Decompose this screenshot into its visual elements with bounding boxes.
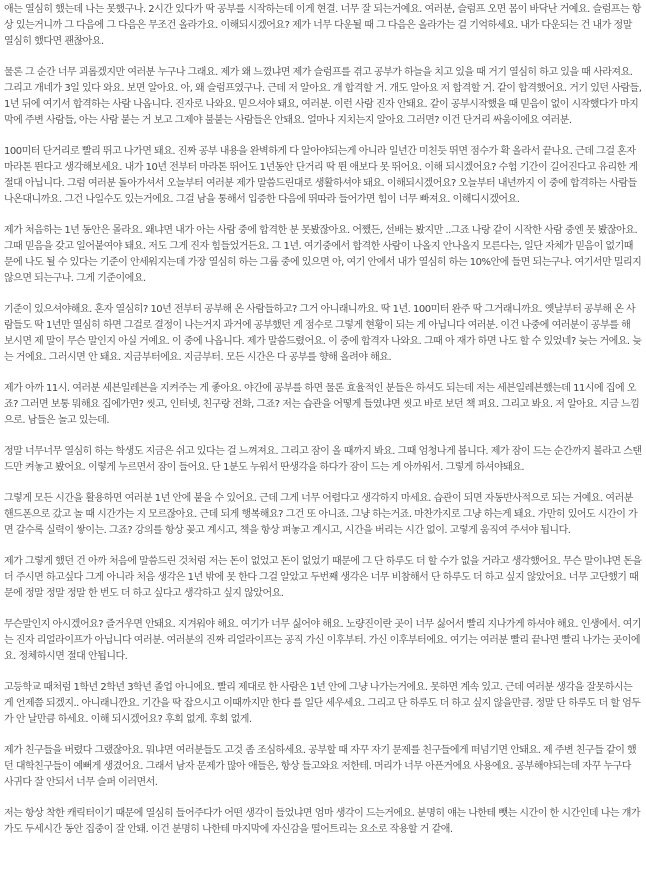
paragraph: 100미터 단거리로 빨리 뛰고 나가면 돼요. 진짜 공부 내용을 완벽하게 다 알아야되는게 아니라 일년간 미친듯 뛰면 점수가 확 올라서 끝나요. 근데 그걸 혼자 마라톤 뛴다고 생각해보세요. 내가 10년 전부터 마라톤 뛰어도 1년동안 단거리 딱 뛴 애보다 못 뛰어요. 이해 되시겠어요? 수험 기간이 길어진다고 유리한 게 절대 아닙니다. 그럼 여러분 돌아가셔서 오늘부터 여러분 제가 말씀드린대로 생활하셔야 돼요. 이해되시겠어요? 오늘부터 내년까지 이 중에 합격하는 사람들 나온대니까요. 그건 나일수도 있는거에요. 그걸 남을 통해서 입증한 다음에 뛰따라 들어가면 힘이 너무 빠져요. 이해디시겠어요. [4, 146, 638, 205]
paragraph: 제가 그렇게 했던 건 아까 처음에 말씀드린 것처럼 저는 돈이 없었고 돈이 없었기 때문에 그 단 하루도 더 할 수가 없을 거라고 생각했어요. 무슨 말이냐면 돈을 더 주시면 하고싶다 그게 아니라 처음 생각은 1년 밖에 못 한다 그걸 알았고 두번째 생각은 너무 비참해서 단 하루도 더 하고 싶지 않았어요. 너무 고단했기 때문에 정말 정말 정말 한 번도 더 하고 싶다고 생각하고 싶지 않았어요. [4, 556, 642, 599]
paragraph: 그렇게 모든 시간을 활용하면 여러분 1년 안에 붙을 수 있어요. 근데 그게 너무 어렵다고 생각하지 마세요. 습관이 되면 자동반사적으로 되는 거예요. 여러분 핸드폰으로 갔고 놀 때 시간가는 지 모르잖아요. 근데 되게 행복해요? 그건 또 아니죠. 그냥 하는거죠. 마찬가지로 그냥 하는게 돼요. 가만히 있어도 시간이 가면 갈수록 실력이 쌓이는. 그죠? 강의를 항상 꽂고 계시고, 책을 항상 펴놓고 계시고, 시간을 버리는 시간 없이. 고렇게 움직여 주셔야 됩니다. [4, 493, 638, 536]
paragraph: 저는 항상 착한 캐릭터이기 때문에 열심히 들어주다가 어떤 생각이 들었냐면 엄마 생각이 드는거에요. 분명히 얘는 나한테 뺏는 시간이 한 시간인데 나는 걔가 가도 두세시간 동안 집중이 잘 안돼. 이건 분명히 나한테 마지막에 자신감을 떨어트리는 요소로 작용할 거 같애. [4, 808, 641, 835]
paragraph: 물론 그 순간 너무 괴롭겠지만 여러분 누구나 그래요. 제가 왜 느꼈냐면 제가 슬럼프를 겪고 공부가 하늘을 치고 있을 때 거기 열심히 하고 있을 때 사라져요. 그리고 개네가 3일 있다 와요. 보면 알아요. 아, 왜 슬럼프였구나. 근데 저 알아요. 개 합격할 거. 개도 알아요 저 합격할 거. 같이 합격했어요. 거기 있던 사람들, 1년 뒤에 여기서 합격하는 사람 나옵니다. 진자로 나와요. 믿으셔야 돼요, 여러분. 이런 사람 진자 안돼요. 같이 공부시작했을 때 믿음이 없이 시작했다가 마지막에 주변 사람들, 아는 사람 붙는 거 보고 그제야 불붙는 사람들은 안돼요. 얼마나 지치는지 알아요 그러면? 이건 단거리 싸움이에요 여러분. [4, 67, 642, 126]
paragraph: 정말 너무너무 열심히 하는 학생도 지금은 쉬고 있다는 걸 느껴져요. 그리고 잠이 올 때까지 봐요. 그때 엄청나게 봅니다. 제가 잠이 드는 순간까지 볼라고 스탠드만 켜놓고 봤어요. 이렇게 누르면서 잠이 들어요. 단 1분도 누워서 딴생각을 하다가 잠이 드는 게 아까워서. 그렇게 하셔야돼요. [4, 446, 642, 473]
document-body [4, 2, 642, 853]
paragraph: 제가 처음하는 1년 동안은 몰라요. 왜냐면 내가 아는 사람 중에 합격한 분 못봤잖아요. 어쨌든, 선배는 봤지만 ..그죠 나랑 같이 시작한 사람 중엔 못 봤잖아요. 그때 믿음을 갖고 일어붙여야 돼요. 저도 그게 진자 힘들었거든요. 그 1년. 여기중에서 합격한 사람이 나올지 안나올지 모른다는, 일단 자체가 믿음이 없기때문에 나도 될 수 있다는 기준이 안세워지는데 가장 열심히 하는 그룹 중에 있으면 아, 여기 안에서 내가 열심히 하는 10%안에 들면 되는구나. 여기서만 밀리지 않으면 되는구나. 그게 기준이에요. [4, 225, 642, 284]
paragraph: 고등학교 때처럼 1학년 2학년 3학년 졸업 아니에요. 빨리 제대로 한 사람은 1년 안에 그냥 나가는거에요. 못하면 계속 있고. 근데 여러분 생각을 잘못하시는 게 언제쯤 되겠지.. 아니래니깐요. 기간을 딱 잡으시고 이때까지만 한다 를 일단 세우세요. 그리고 단 하루도 더 하고 싶지 않을만큼. 정말 단 하루도 더 할 엄두가 안 날만큼 하세요. 이해 되시겠어요? 후회 없게. 후회 없게. [4, 682, 641, 725]
paragraph: 제가 아까 11시. 여러분 세븐일레븐을 지켜주는 게 좋아요. 야간에 공부를 하면 물론 효율적인 분들은 하셔도 되는데 저는 세븐일레븐했는데 11시에 집에 오죠? 그러면 보통 뭐해요 집에가면? 씻고, 인터넷, 친구랑 전화, 그죠? 저는 습관을 어떻게 들였냐면 씻고 바로 보던 책 펴요. 그리고 봐요. 저 알아요. 지금 느낌으로. 남들은 놀고 있는데. [4, 383, 640, 426]
paragraph: 애는 열심히 했는데 나는 못했구나. 2시간 있다가 딱 공부를 시작하는데 이게 현결. 너무 잘 되는거예요. 여러분, 슬럼프 오면 몸이 바닥난 거예요. 슬럼프는 항상 있는거니까 그 다음에 그 다음은 무조건 올라가요. 이해되시겠어요? 제가 너무 다운될 때 그 다음은 올라가는 걸 기억하세요. 내가 다운되는 건 내가 정말 열심히 했다면 괜찮아요. [4, 4, 641, 47]
paragraph: 무슨말인지 아시겠어요? 즐거우면 안돼요. 지겨워야 해요. 여기가 너무 싫어야 해요. 노량진이란 곳이 너무 싫어서 빨리 지나가게 하셔야 해요. 인생에서. 여기는 진자 리얼라이프가 아닙니다 여러분. 여러분의 진짜 리얼라이프는 공직 가신 이후부터. 가신 이후부터에요. 여기는 여러분 빨리 끝나면 빨리 나가는 곳이에요. 정체하시면 절대 안됩니다. [4, 619, 642, 662]
paragraph: 제가 친구들을 버렸다 그랬잖아요. 뭐냐면 여러분들도 고것 좀 조심하세요. 공부할 때 자꾸 자기 문제를 친구들에게 떠넘기면 안돼요. 제 주변 친구들 같이 했던 대학친구들이 예뻐게 생겼어요. 그래서 남자 문제가 많아 애들은, 항상 들고와요 저한테. 머리가 너무 아픈거에요 사용에요. 공부해야되는데 자꾸 누구다 사귀다 잘 안되서 너무 슬퍼 이러면서. [4, 745, 637, 788]
paragraph: 기준이 있으셔야해요. 혼자 열심히? 10년 전부터 공부해 온 사람들하고? 그거 아니래니까요. 딱 1년. 100미터 완주 딱 그거래니까요. 옛날부터 공부해 온 사람들도 딱 1년만 열심히 하면 그걸로 결정이 나는거지 과거에 공부했던 게 점수로 그렇게 현황이 되는 게 아닙니다 여러분. 이건 나중에 여러분이 공부를 해 보시면 제 말이 무슨 말인지 아실 거예요. 이 중에 나옵니다. 제가 말씀드렸어요. 이 중에 합격자 나와요. 그때 아 재가 하면 나도 할 수 있었네? 늦는 거에요. 늦는 거에요. 그러시면 안 돼요. 지금부터에요. 지금부터. 모든 시간은 다 공부를 향해 올려야 해요. [4, 304, 642, 363]
